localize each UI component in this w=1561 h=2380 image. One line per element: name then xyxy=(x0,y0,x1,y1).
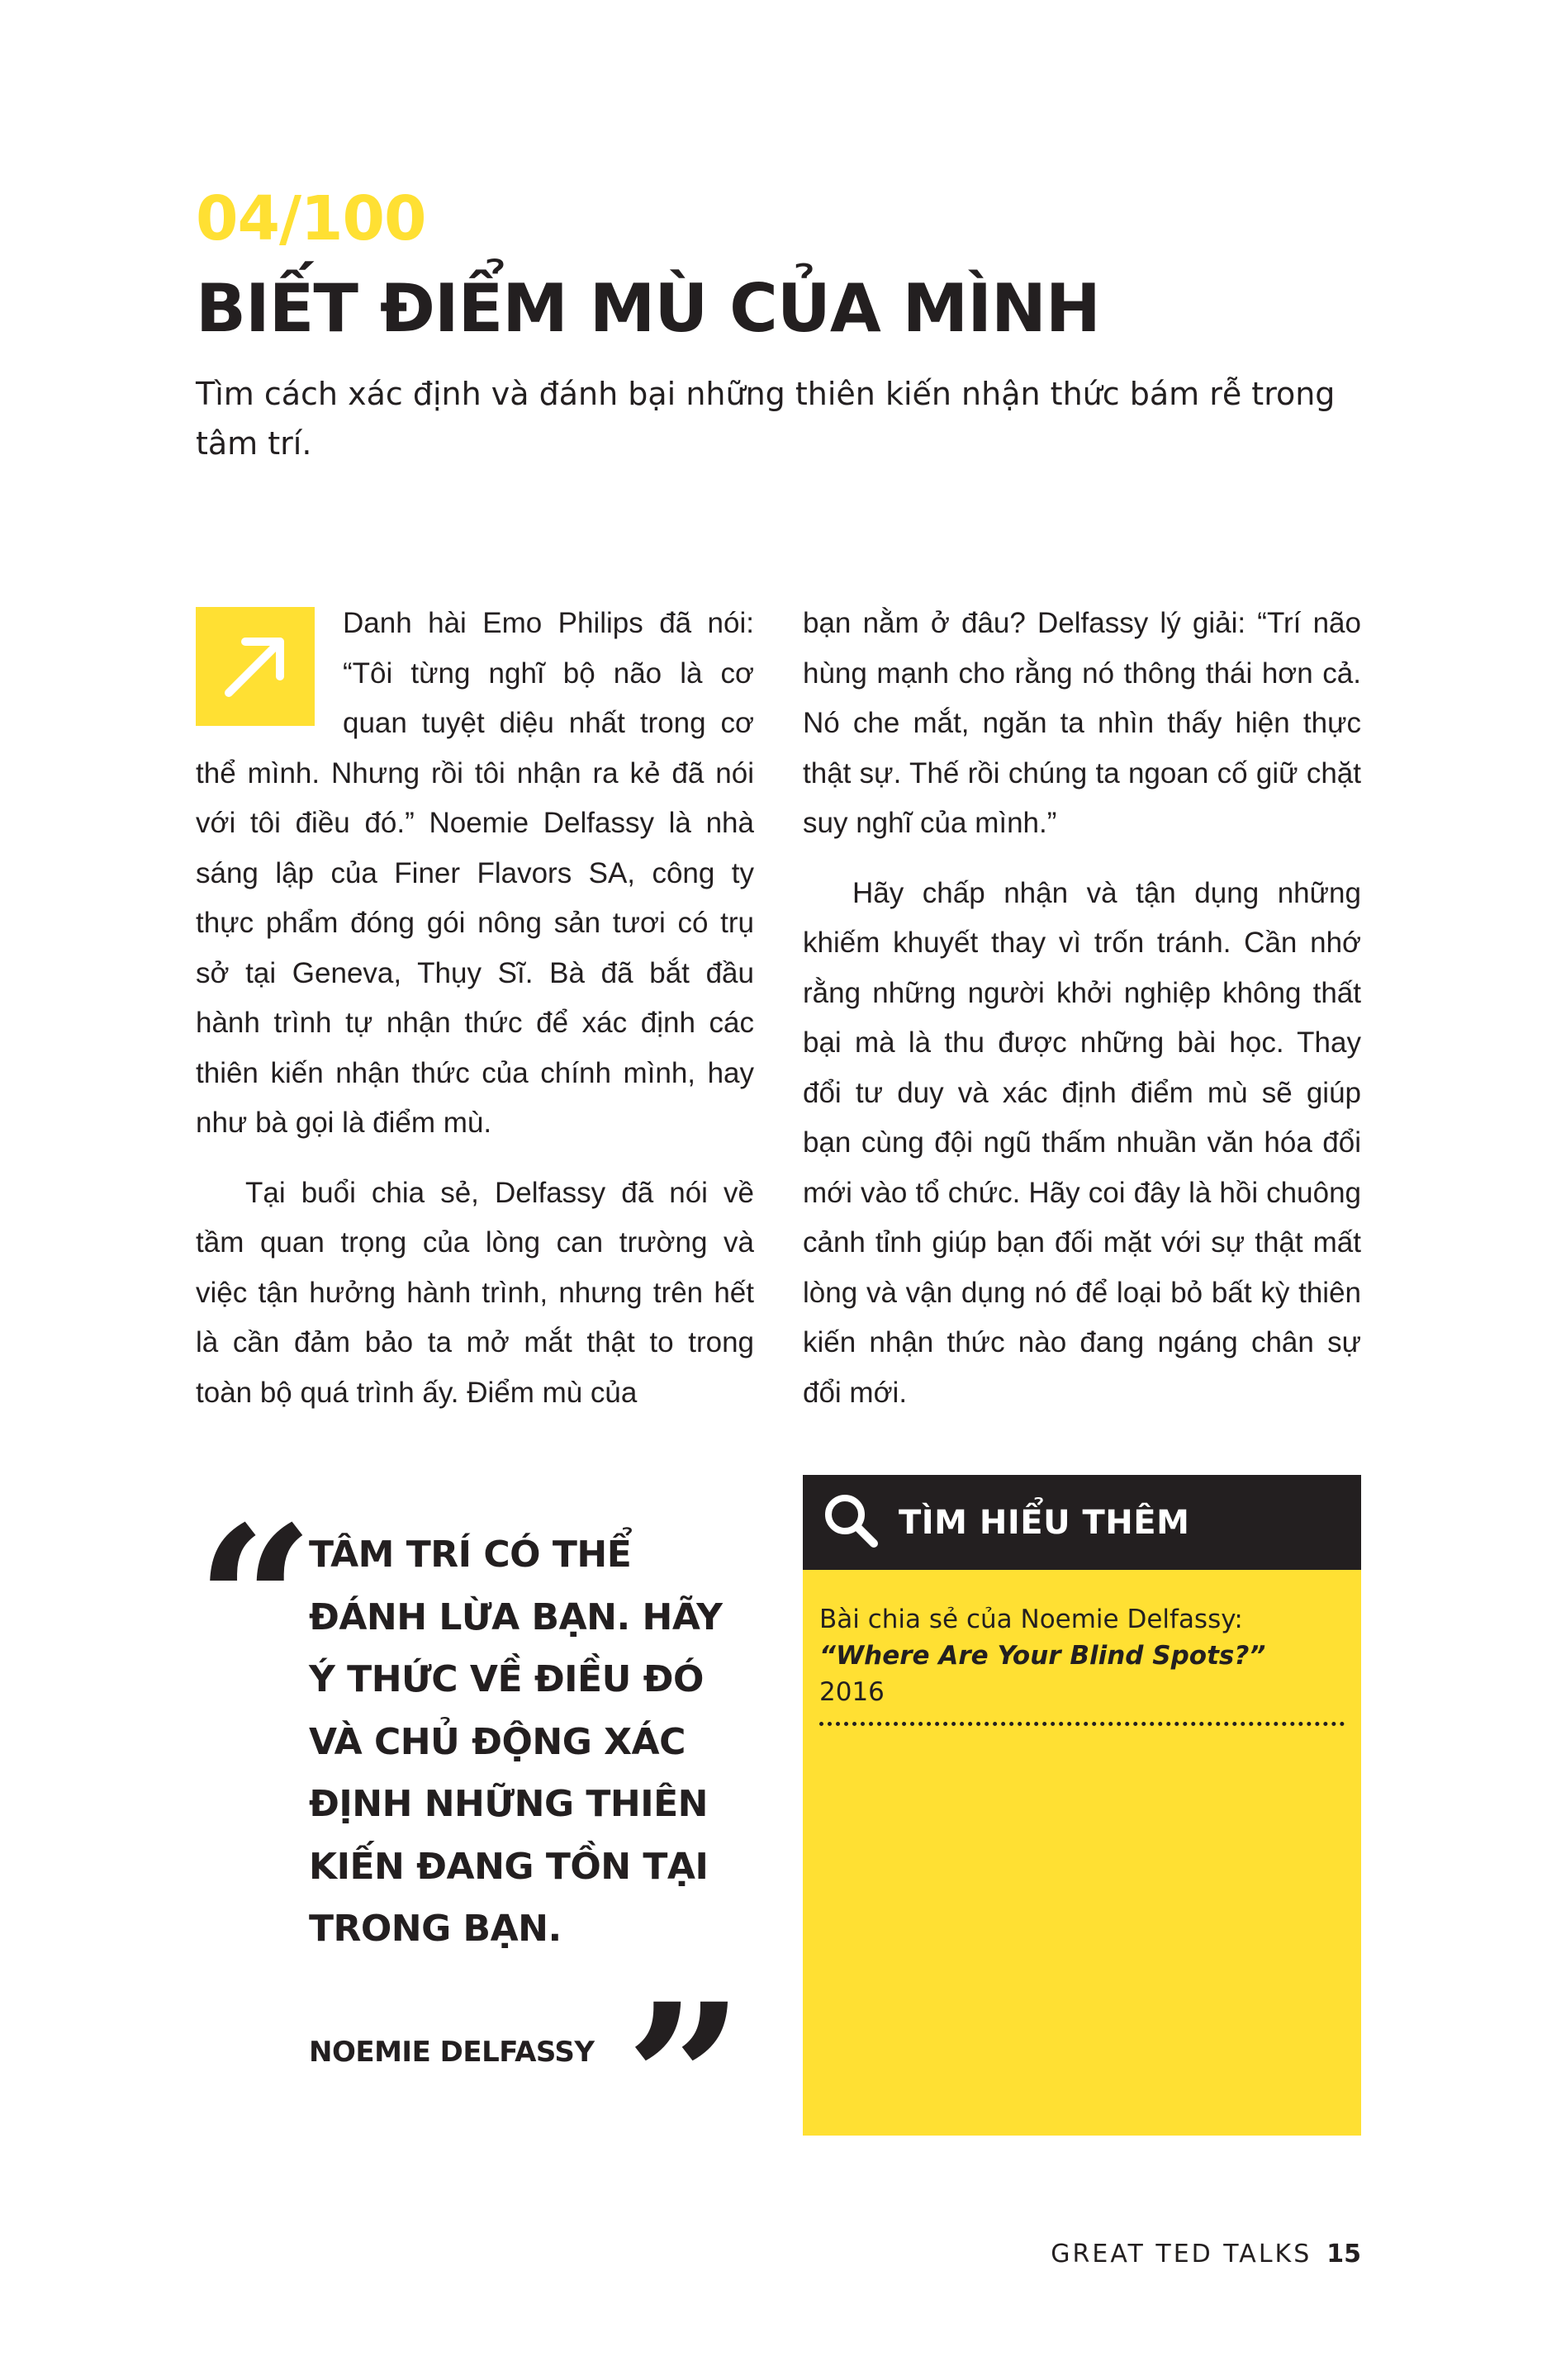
page-footer xyxy=(1051,2240,1361,2269)
body-paragraph: Danh hài Emo Philips đã nói: “Tôi từng nghĩ bộ não là cơ quan tuyệt diệu nhất trong cơ thể mình. Nhưng rồi tôi nhận ra kẻ đã nói với tôi điều đó.” Noemie Delfassy là nhà sáng lập của Finer Flavors SA, công ty thực phẩm đóng gói nông sản tươi có trụ sở tại Geneva, Thụy Sĩ. Bà đã bắt đầu hành trình tự nhận thức để xác định các thiên kiến nhận thức của chính mình, hay như bà gọi là điểm mù. xyxy=(196,607,754,1139)
arrow-up-right-icon xyxy=(196,607,315,726)
page-number: 15 xyxy=(1326,2240,1361,2269)
magnifier-icon xyxy=(821,1491,880,1554)
body-column-right xyxy=(803,599,1361,1418)
learn-more-box xyxy=(803,1475,1361,2136)
pull-quote-author: NOEMIE DELFASSY xyxy=(309,2036,595,2069)
learn-more-body xyxy=(803,1570,1361,1710)
learn-more-header xyxy=(803,1475,1361,1570)
body-paragraph: Tại buổi chia sẻ, Delfassy đã nói về tầm quan trọng của lòng can trường và việc tận hưởng hành trình, nhưng trên hết là cần đảm bảo ta mở mắt thật to trong toàn bộ quá trình ấy. Điểm mù của xyxy=(196,1176,754,1409)
book-title: GREAT TED TALKS xyxy=(1051,2240,1312,2269)
pull-quote-text: TÂM TRÍ CÓ THỂ ĐÁNH LỪA BẠN. HÃY Ý THỨC VỀ ĐIỀU ĐÓ VÀ CHỦ ĐỘNG XÁC ĐỊNH NHỮNG THIÊN KIẾN ĐANG TỒN TẠI TRONG BẠN. xyxy=(309,1534,723,1950)
talk-title: “Where Are Your Blind Spots?” xyxy=(819,1641,1266,1671)
close-quote-mark: ” xyxy=(625,1958,744,2201)
chapter-subtitle: Tìm cách xác định và đánh bại những thiên kiến nhận thức bám rễ trong tâm trí. xyxy=(196,376,1336,462)
body-column-left xyxy=(196,599,754,1418)
body-paragraph: Hãy chấp nhận và tận dụng những khiếm khuyết thay vì trốn tránh. Cần nhớ rằng những người khởi nghiệp không thất bại mà là thu được những bài học. Thay đổi tư duy và xác định điểm mù sẽ giúp bạn cùng đội ngũ thấm nhuần văn hóa đổi mới vào tổ chức. Hãy coi đây là hồi chuông cảnh tỉnh giúp bạn đối mặt với sự thật mất lòng và vận dụng nó để loại bỏ bất kỳ thiên kiến nhận thức nào đang ngáng chân sự đổi mới. xyxy=(803,876,1361,1409)
chapter-number: 04/100 xyxy=(196,183,426,254)
learn-more-title: TÌM HIỂU THÊM xyxy=(899,1503,1190,1542)
talk-year: 2016 xyxy=(819,1677,885,1707)
pull-quote xyxy=(196,1481,744,2201)
chapter-title: BIẾT ĐIỂM MÙ CỦA MÌNH xyxy=(196,270,1100,347)
open-quote-mark: “ xyxy=(196,1481,315,1723)
learn-more-intro: Bài chia sẻ của Noemie Delfassy: xyxy=(819,1605,1243,1634)
dotted-divider xyxy=(819,1722,1345,1726)
body-paragraph: bạn nằm ở đâu? Delfassy lý giải: “Trí não hùng mạnh cho rằng nó thông thái hơn cả. Nó che mắt, ngăn ta nhìn thấy hiện thực thật sự. Thế rồi chúng ta ngoan cố giữ chặt suy nghĩ của mình.” xyxy=(803,607,1361,839)
